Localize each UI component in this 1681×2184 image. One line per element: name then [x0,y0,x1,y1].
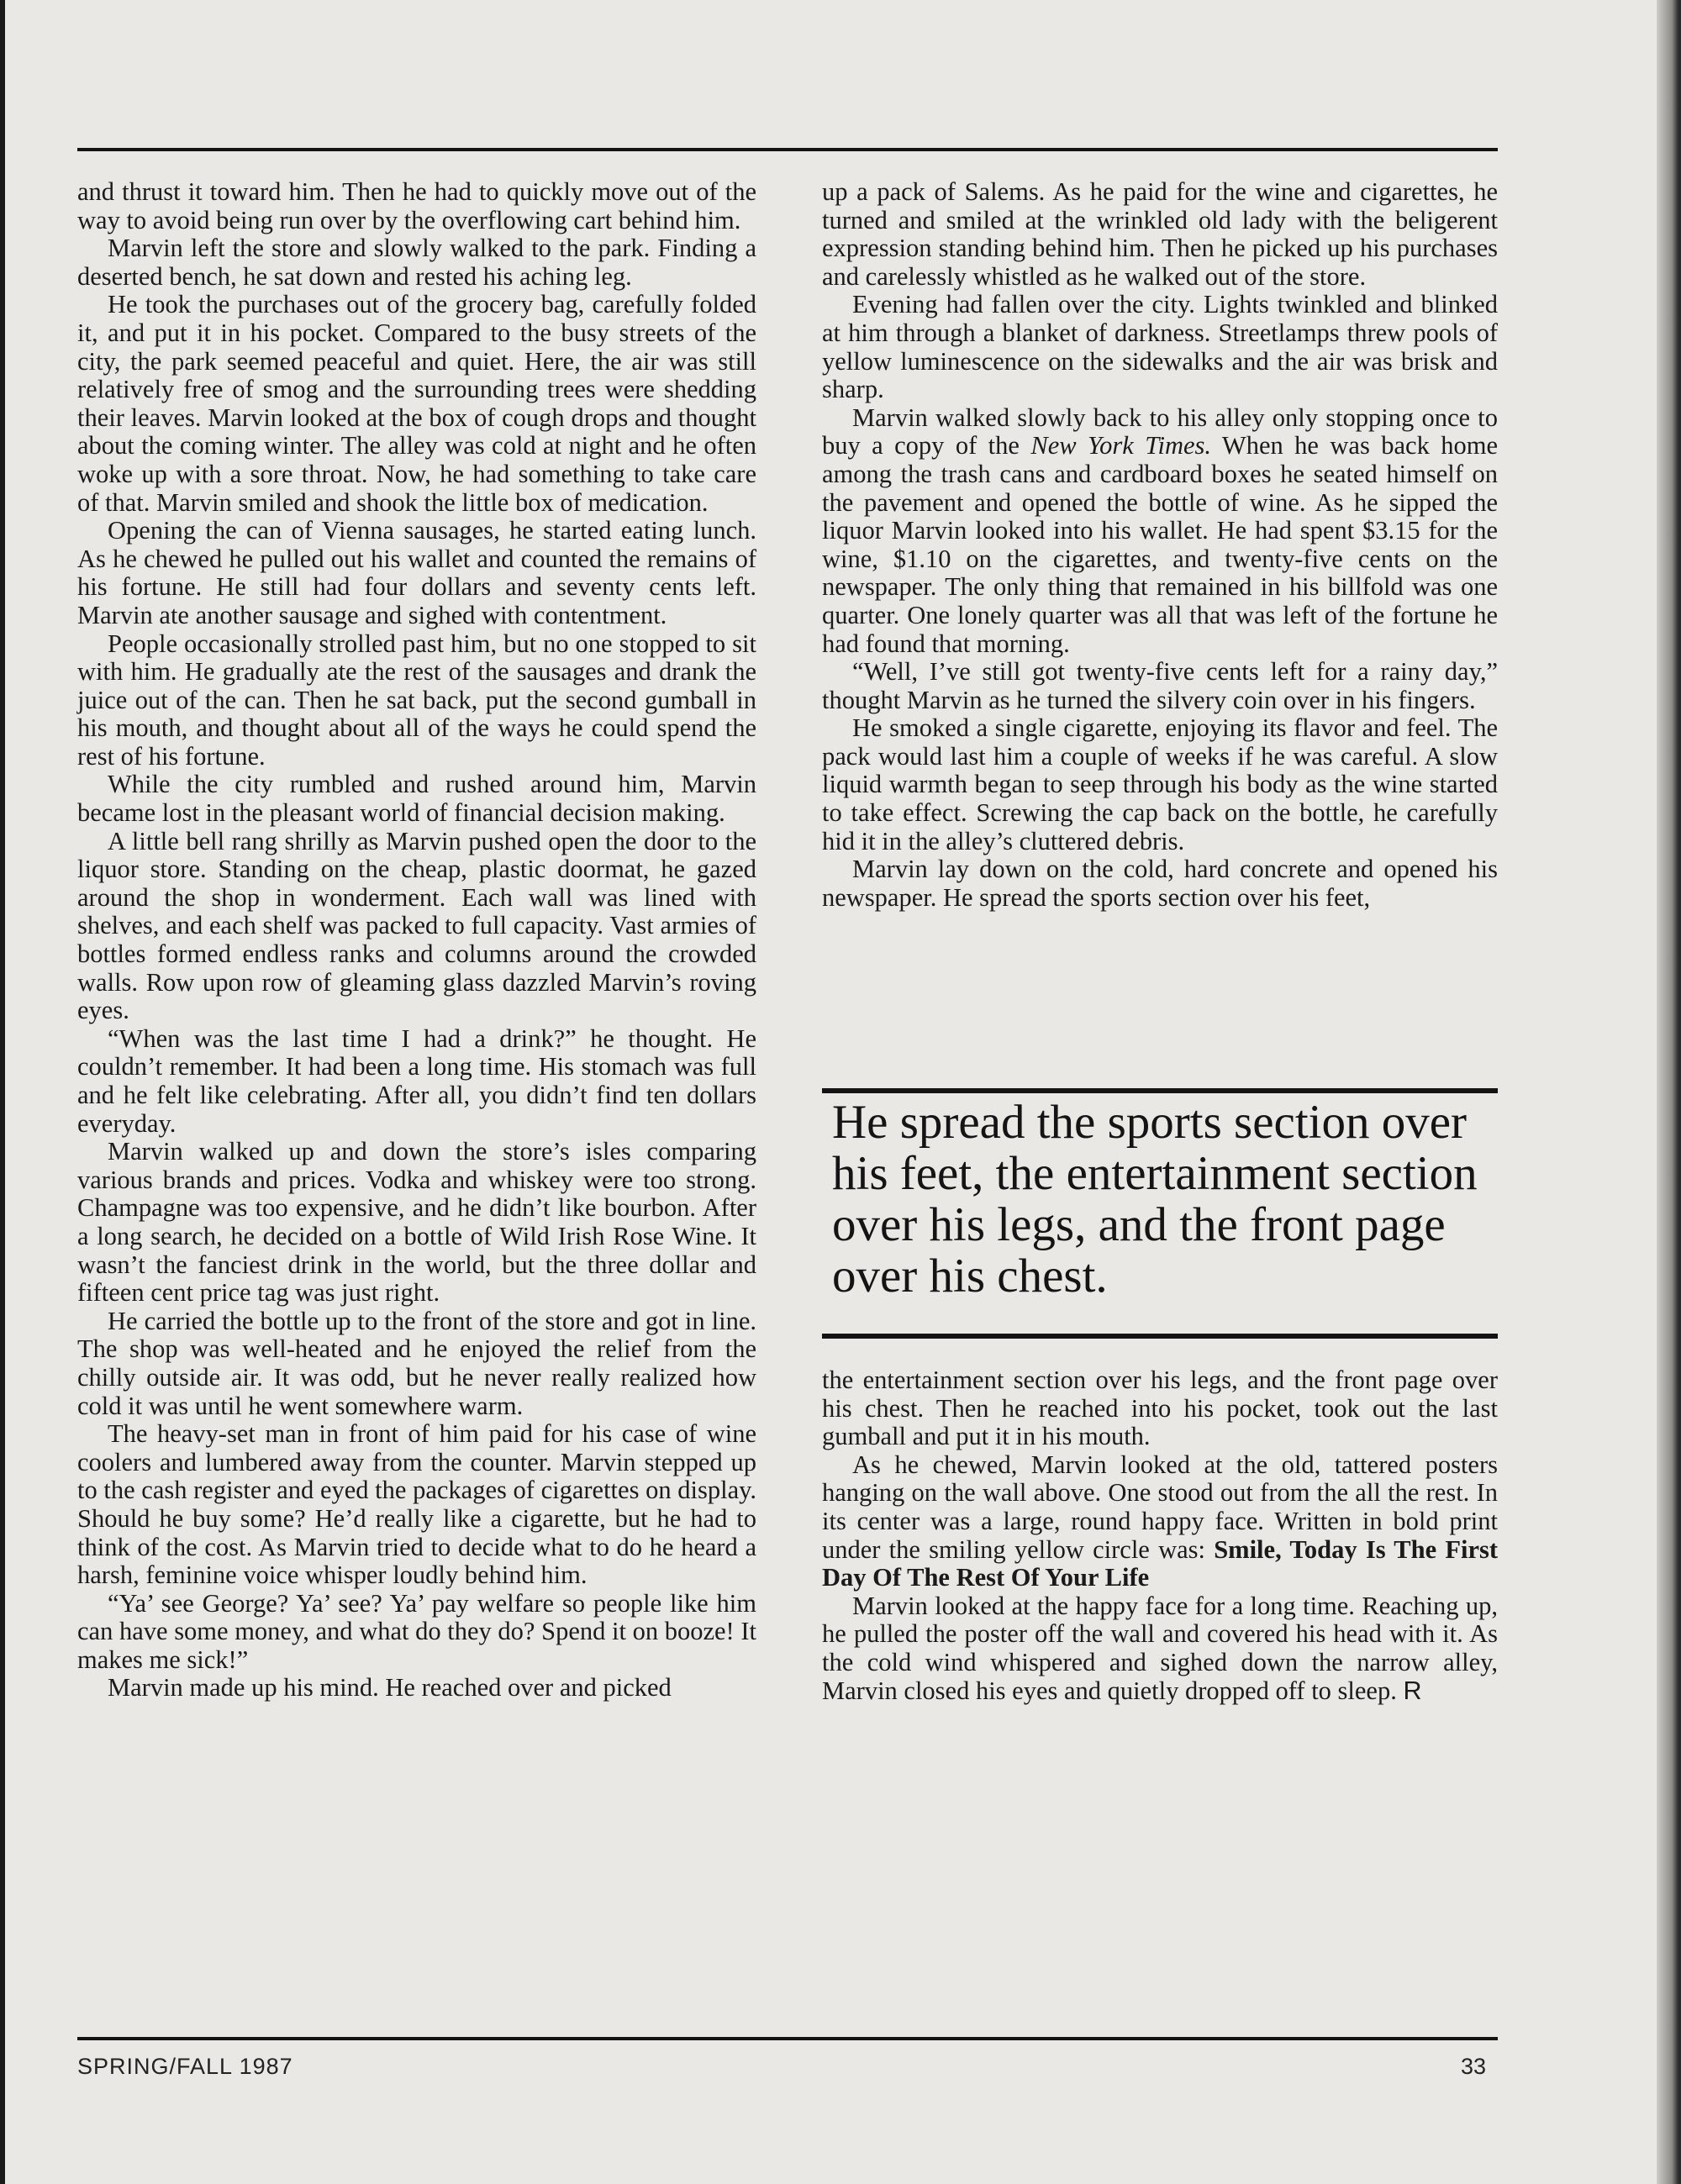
paragraph [822,404,1498,658]
paragraph: He took the purchases out of the grocery bag, carefully folded it, and put it in his pocket. Compared to the busy streets of the city, the park seemed peaceful and quiet. Here, the air was still relatively free of smog and the surrounding trees were shedding their leaves. Marvin looked at the box of cough drops and thought about the coming winter. The alley was cold at night and he often woke up with a sore throat. Now, he had something to take care of that. Marvin smiled and shook the little box of medication. [77,290,756,517]
top-rule [77,148,1498,151]
paragraph: Marvin walked up and down the store’s isles comparing various brands and prices. Vodka and whiskey were too strong. Champagne was too expensive, and he didn’t like bourbon. After a long search, he decided on a bottle of Wild Irish Rose Wine. It wasn’t the fanciest drink in the world, but the three dollar and fifteen cent price tag was just right. [77,1137,756,1308]
paragraph [822,1592,1498,1705]
paragraph: A little bell rang shrilly as Marvin pushed open the door to the liquor store. Standing on the cheap, plastic doormat, he gazed around the shop in wonderment. Each wall was lined with shelves, and each shelf was packed to full capacity. Vast armies of bottles formed endless ranks and columns around the crowded walls. Row upon row of gleaming glass dazzled Marvin’s roving eyes. [77,826,756,1025]
paragraph: Opening the can of Vienna sausages, he started eating lunch. As he chewed he pulled out his wallet and counted the remains of his fortune. He still had four dollars and seventy cents left. Marvin ate another sausage and sighed with contentment. [77,516,756,629]
paragraph: “Ya’ see George? Ya’ see? Ya’ pay welfare so people like him can have some money, and what do they do? Spend it on booze! It makes me sick!” [77,1588,756,1674]
paragraph: Marvin made up his mind. He reached over and picked [108,1673,672,1702]
paragraph: He smoked a single cigarette, enjoying its flavor and feel. The pack would last him a couple of weeks if he was careful. A slow liquid warmth began to seep through his body as the wine started to take effect. Screwing the cap back on the bottle, he carefully hid it in the alley’s cluttered debris. [822,713,1498,855]
page-number: 33 [1461,2054,1487,2079]
right-column-bottom [822,1366,1498,1705]
paragraph: Evening had fallen over the city. Lights twinkled and blinked at him through a blanket of darkness. Streetlamps threw pools of yellow luminescence on the sidewalks and the air was brisk and sharp. [822,290,1498,404]
page-edge [1657,0,1681,2184]
paragraph: People occasionally strolled past him, but no one stopped to sit with him. He gradually ate the rest of the sausages and drank the juice out of the can. Then he sat back, put the second gumball in his mouth, and thought about all of the ways he could spend the rest of his fortune. [77,629,756,771]
end-mark: R [1403,1676,1422,1705]
poster-slogan: Smile, Today Is The First Day Of The Rest Of Your Life [822,1534,1499,1592]
paragraph: “Well, I’ve still got twenty-five cents left for a rainy day,” thought Marvin as he turned the silvery coin over in his fingers. [822,657,1498,714]
paragraph: “When was the last time I had a drink?” he thought. He couldn’t remember. It had been a long time. His stomach was full and he felt like celebrating. After all, you didn’t find ten dollars everyday. [77,1024,756,1138]
paragraph: the entertainment section over his legs, and the front page over his chest. Then he reached into his pocket, took out the last gumball and put it in his mouth. [822,1366,1498,1451]
newspaper-title: New York Times. [1030,431,1212,460]
paragraph-text: Marvin walked slowly back to his alley only stopping once to buy a copy of the [822,403,1498,460]
right-column-top [822,178,1498,912]
paragraph [822,1451,1498,1592]
pull-quote-bottom-rule [822,1334,1498,1339]
paragraph-text: As he chewed, Marvin looked at the old, tattered posters hanging on the wall above. One stood out from the all the rest. In its center was a large, round happy face. Written in bold print under the smiling yellow circle was: [822,1450,1498,1564]
paragraph: He carried the bottle up to the front of the store and got in line. The shop was well-heated and he enjoyed the relief from the chilly outside air. It was odd, but he never really realized how cold it was until he went somewhere warm. [77,1306,756,1420]
left-column [77,178,756,1702]
paragraph: While the city rumbled and rushed around him, Marvin became lost in the pleasant world of financial decision making. [77,770,756,828]
paragraph: and thrust it toward him. Then he had to quickly move out of the way to avoid being run over by the overflowing cart behind him. [77,177,756,234]
pull-quote-top-rule [822,1088,1498,1093]
paragraph: Marvin lay down on the cold, hard concrete and opened his newspaper. He spread the sports section over his feet, [822,855,1498,912]
paragraph: Marvin left the store and slowly walked to the park. Finding a deserted bench, he sat down and rested his aching leg. [77,234,756,291]
paragraph: The heavy-set man in front of him paid for his case of wine coolers and lumbered away from the counter. Marvin stepped up to the cash register and eyed the packages of cigarettes on display. Should he buy some? He’d really like a cigarette, but he had to think of the cost. As Marvin tried to decide what to do he heard a harsh, feminine voice whisper loudly behind him. [77,1419,756,1590]
paragraph-text: Marvin looked at the happy face for a long time. Reaching up, he pulled the poster off the wall and covered his head with it. As the cold wind whispered and sighed down the narrow alley, Marvin closed his eyes and quietly dropped off to sleep. [822,1591,1498,1705]
issue-label: SPRING/FALL 1987 [77,2054,293,2079]
paragraph-text: When he was back home among the trash cans and cardboard boxes he seated himself on the pavement and opened the bottle of wine. As he sipped the liquor Marvin looked into his wallet. He had spent $3.15 for the wine, $1.10 on the cigarettes, and twenty-five cents on the newspaper. The only thing that remained in his billfold was one quarter. One lonely quarter was all that was left of the fortune he had found that morning. [822,431,1498,658]
pull-quote: He spread the sports section over his feet, the entertainment section over his legs, and the front page over his chest. [832,1096,1478,1303]
bottom-rule [77,2037,1498,2040]
paragraph: up a pack of Salems. As he paid for the wine and cigarettes, he turned and smiled at the wrinkled old lady with the beligerent expression standing behind him. Then he picked up his purchases and carelessly whistled as he walked out of the store. [822,177,1498,291]
